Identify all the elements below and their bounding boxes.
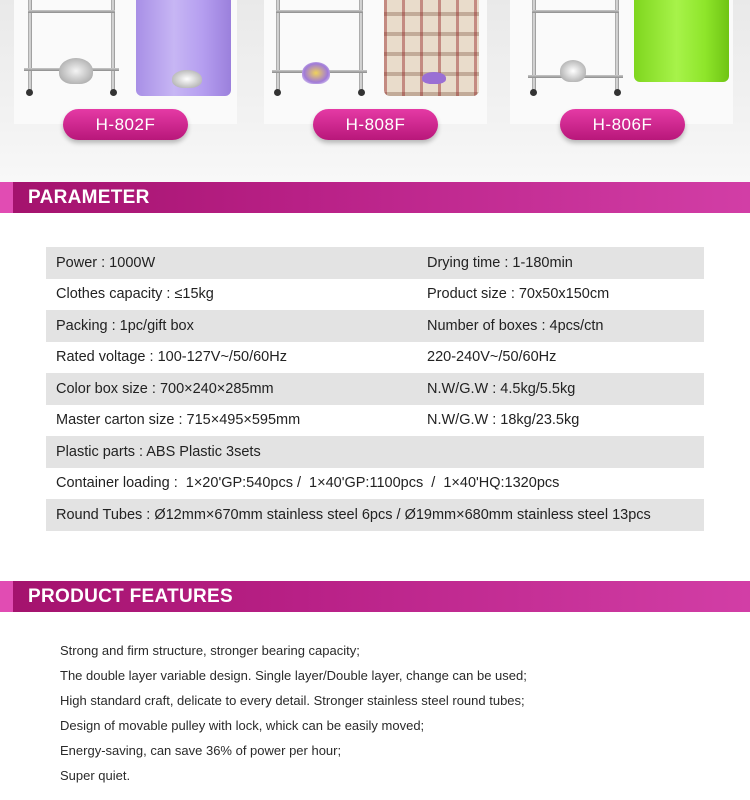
model-label-2: H-808F — [313, 109, 438, 140]
param-power: Power : 1000W — [56, 254, 156, 271]
parameter-table — [46, 247, 704, 531]
model-label-3: H-806F — [560, 109, 685, 140]
list-item: The double layer variable design. Single layer/Double layer, change can be used; — [60, 668, 527, 683]
table-row — [46, 499, 704, 531]
param-master-carton-size: Master carton size : 715×495×595mm — [56, 412, 301, 429]
param-rated-voltage-alt: 220-240V~/50/60Hz — [427, 349, 557, 366]
param-color-box-size: Color box size : 700×240×285mm — [56, 380, 274, 397]
param-nw-gw-carton: N.W/G.W : 18kg/23.5kg — [427, 412, 580, 429]
param-drying-time: Drying time : 1-180min — [427, 254, 573, 271]
header-accent — [0, 182, 13, 213]
model-label-1: H-802F — [63, 109, 188, 140]
heater-unit — [302, 62, 330, 84]
param-product-size: Product size : 70x50x150cm — [427, 286, 610, 303]
table-row — [46, 468, 704, 500]
list-item: Strong and firm structure, stronger bearing capacity; — [60, 643, 360, 658]
header-accent — [0, 581, 13, 612]
parameter-header — [0, 182, 750, 213]
product-image-h802f — [14, 0, 237, 124]
features-list — [60, 638, 720, 788]
product-strip — [0, 0, 750, 182]
table-row — [46, 310, 704, 342]
product-image-h806f — [510, 0, 733, 124]
param-rated-voltage: Rated voltage : 100-127V~/50/60Hz — [56, 349, 287, 366]
param-round-tubes: Round Tubes : Ø12mm×670mm stainless steel 6pcs / Ø19mm×680mm stainless steel 13pcs — [56, 506, 651, 523]
table-row — [46, 436, 704, 468]
heater-unit — [560, 60, 586, 82]
green-cover — [634, 0, 729, 82]
param-container-loading: Container loading : 1×20'GP:540pcs / 1×40'GP:1100pcs / 1×40'HQ:1320pcs — [56, 475, 560, 492]
list-item: Design of movable pulley with lock, whick can be easily moved; — [60, 718, 425, 733]
features-header — [0, 581, 750, 612]
heater-unit — [59, 58, 93, 84]
param-number-of-boxes: Number of boxes : 4pcs/ctn — [427, 317, 604, 334]
param-nw-gw-box: N.W/G.W : 4.5kg/5.5kg — [427, 380, 576, 397]
table-row — [46, 279, 704, 311]
list-item: Super quiet. — [60, 768, 131, 783]
product-image-h808f — [264, 0, 487, 124]
features-title: PRODUCT FEATURES — [28, 585, 234, 607]
list-item: Energy-saving, can save 36% of power per hour; — [60, 743, 342, 758]
table-row — [46, 247, 704, 279]
table-row — [46, 373, 704, 405]
table-row — [46, 342, 704, 374]
list-item: High standard craft, delicate to every detail. Stronger stainless steel round tubes; — [60, 693, 525, 708]
table-row — [46, 405, 704, 437]
parameter-title: PARAMETER — [28, 186, 150, 208]
param-clothes-capacity: Clothes capacity : ≤15kg — [56, 286, 214, 303]
param-plastic-parts: Plastic parts : ABS Plastic 3sets — [56, 443, 261, 460]
param-packing: Packing : 1pc/gift box — [56, 317, 194, 334]
